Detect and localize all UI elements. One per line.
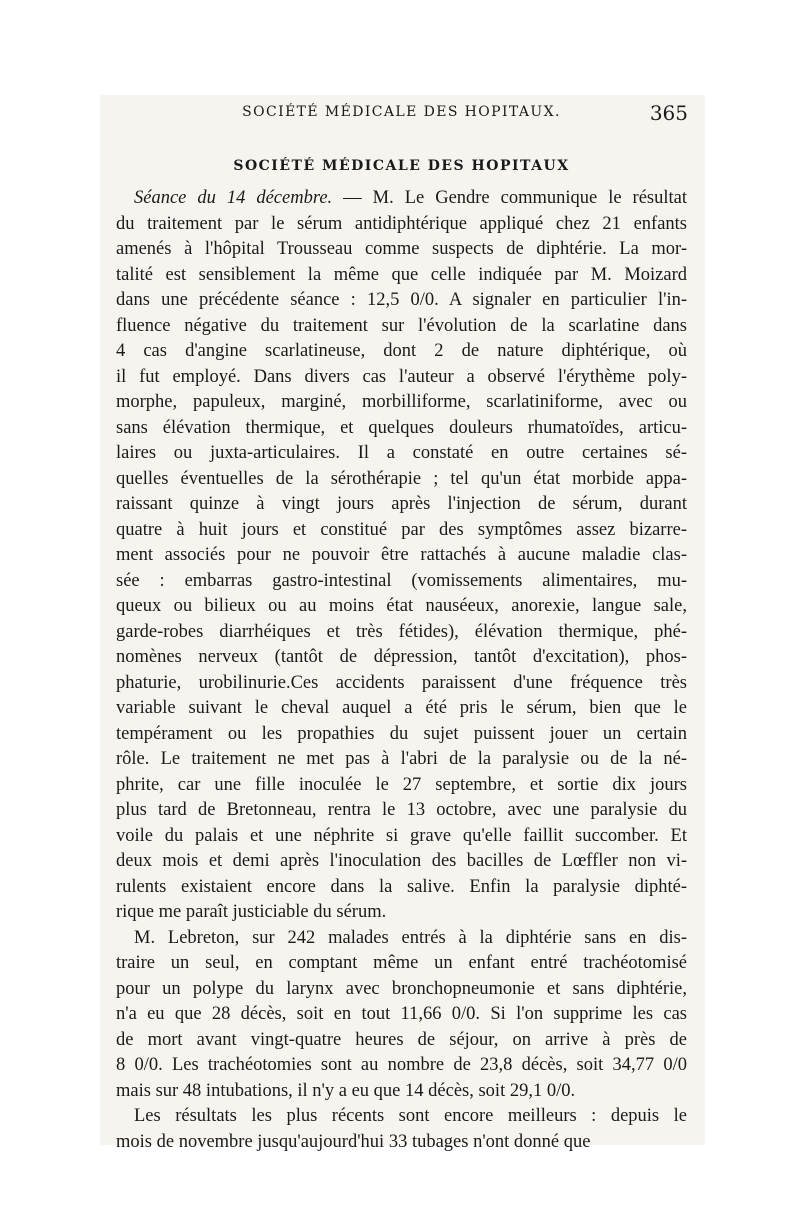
- line-text: rôle. Le traitement ne met pas à l'abri de la paralysie ou de la né-: [116, 749, 687, 769]
- text-line: [116, 543, 687, 569]
- text-line: [116, 467, 687, 493]
- line-text: pour un polype du larynx avec bronchopneumonie et sans diphtérie,: [116, 978, 687, 999]
- line-text: queux ou bilieux ou au moins état nauséeux, anorexie, langue sale,: [116, 596, 687, 616]
- text-line: [116, 977, 687, 1003]
- line-text: ment associés pour ne pouvoir être rattachés à aucune maladie clas-: [116, 545, 687, 565]
- session-label: Séance du 14 décembre.: [134, 188, 333, 208]
- text-line: [116, 900, 687, 926]
- line-text: rulents existaient encore dans la salive. Enfin la paralysie diphté-: [116, 876, 687, 897]
- line-text: talité est sensiblement la même que celle indiquée par M. Moizard: [116, 264, 687, 285]
- running-title: SOCIÉTÉ MÉDICALE DES HOPITAUX.: [242, 104, 561, 120]
- text-line: [116, 875, 687, 901]
- paragraph-1: [116, 186, 687, 926]
- text-line: [116, 671, 687, 697]
- text-line: [116, 263, 687, 289]
- line-text: 4 cas d'angine scarlatineuse, dont 2 de nature diphtérique, où: [116, 341, 687, 361]
- line-text: plus tard de Bretonneau, rentra le 13 octobre, avec une paralysie du: [116, 800, 687, 820]
- text-line: [116, 492, 687, 518]
- line-text: laires ou juxta-articulaires. Il a constaté en outre certaines sé-: [116, 443, 687, 463]
- text-line: [116, 518, 687, 544]
- text-line: [116, 951, 687, 977]
- line-text: fluence négative du traitement sur l'évolution de la scarlatine dans: [116, 315, 687, 336]
- line-text: variable suivant le cheval auquel a été pris le sérum, bien que le: [116, 698, 687, 718]
- text-line: [116, 186, 687, 212]
- text-line: [116, 212, 687, 238]
- line-text: quelles éventuelles de la sérothérapie ; tel qu'un état morbide appa-: [116, 468, 687, 489]
- text-line: [116, 1130, 687, 1156]
- line-text: rique me paraît justiciable du sérum.: [116, 902, 387, 922]
- text-line: [116, 1079, 687, 1105]
- line-text: amenés à l'hôpital Trousseau comme suspects de diphtérie. La mor-: [116, 239, 687, 259]
- line-text: deux mois et demi après l'inoculation des bacilles de Lœffler non vi-: [116, 851, 687, 871]
- text-line: [116, 339, 687, 365]
- line-text: de mort avant vingt-quatre heures de séjour, on arrive à près de: [116, 1029, 687, 1050]
- section-title: SOCIÉTÉ MÉDICALE DES HOPITAUX: [233, 158, 570, 174]
- line-text: n'a eu que 28 décès, soit en tout 11,66 0/0. Si l'on supprime les cas: [116, 1004, 687, 1024]
- text-line: [116, 390, 687, 416]
- line-text: sée : embarras gastro-intestinal (vomissements alimentaires, mu-: [116, 570, 687, 591]
- text-line: [116, 314, 687, 340]
- text-line: [116, 1104, 687, 1130]
- text-line: [116, 1002, 687, 1028]
- paragraph-3: [116, 1104, 687, 1155]
- text-line: [116, 645, 687, 671]
- line-text: Les résultats les plus récents sont encore meilleurs : depuis le: [134, 1106, 687, 1126]
- line-text: — M. Le Gendre communique le résultat: [332, 188, 687, 208]
- line-text: mais sur 48 intubations, il n'y a eu que 14 décès, soit 29,1 0/0.: [116, 1080, 576, 1101]
- line-text: morphe, papuleux, marginé, morbilliforme, scarlatiniforme, avec ou: [116, 392, 687, 412]
- text-line: [116, 926, 687, 952]
- text-line: [116, 441, 687, 467]
- text-line: [116, 747, 687, 773]
- line-text: 8 0/0. Les trachéotomies sont au nombre de 23,8 décès, soit 34,77 0/0: [116, 1055, 687, 1075]
- line-text: nomènes nerveux (tantôt de dépression, tantôt d'excitation), phos-: [116, 647, 687, 667]
- line-text: du traitement par le sérum antidiphtérique appliqué chez 21 enfants: [116, 213, 687, 234]
- line-text: phaturie, urobilinurie.Ces accidents paraissent d'une fréquence très: [116, 672, 687, 693]
- line-text: sans élévation thermique, et quelques douleurs rhumatoïdes, articu-: [116, 417, 687, 438]
- text-line: [116, 237, 687, 263]
- text-line: [116, 569, 687, 595]
- text-line: [116, 824, 687, 850]
- text-line: [116, 1053, 687, 1079]
- line-text: mois de novembre jusqu'aujourd'hui 33 tubages n'ont donné que: [116, 1131, 591, 1152]
- page-number: 365: [649, 101, 688, 125]
- body-text: [116, 186, 687, 1155]
- text-line: [116, 288, 687, 314]
- text-line: [116, 620, 687, 646]
- line-text: garde-robes diarrhéiques et très fétides), élévation thermique, phé-: [116, 621, 687, 642]
- line-text: dans une précédente séance : 12,5 0/0. A signaler en particulier l'in-: [116, 290, 687, 310]
- text-line: [116, 798, 687, 824]
- paragraph-2: [116, 926, 687, 1105]
- text-line: [116, 722, 687, 748]
- line-text: raissant quinze à vingt jours après l'injection de sérum, durant: [116, 494, 687, 514]
- text-line: [116, 416, 687, 442]
- text-line: [116, 594, 687, 620]
- line-text: M. Lebreton, sur 242 malades entrés à la diphtérie sans en dis-: [134, 927, 687, 948]
- text-line: [116, 696, 687, 722]
- line-text: quatre à huit jours et constitué par des symptômes assez bizarre-: [116, 519, 687, 540]
- text-line: [116, 849, 687, 875]
- text-line: [116, 773, 687, 799]
- line-text: voile du palais et une néphrite si grave qu'elle faillit succomber. Et: [116, 825, 687, 846]
- text-line: [116, 1028, 687, 1054]
- text-line: [116, 365, 687, 391]
- line-text: traire un seul, en comptant même un enfant entré trachéotomisé: [116, 953, 687, 973]
- running-header: [115, 101, 688, 134]
- line-text: tempérament ou les propathies du sujet puissent jouer un certain: [116, 723, 687, 744]
- line-text: phrite, car une fille inoculée le 27 septembre, et sortie dix jours: [116, 774, 687, 795]
- line-text: il fut employé. Dans divers cas l'auteur a observé l'érythème poly-: [116, 366, 687, 387]
